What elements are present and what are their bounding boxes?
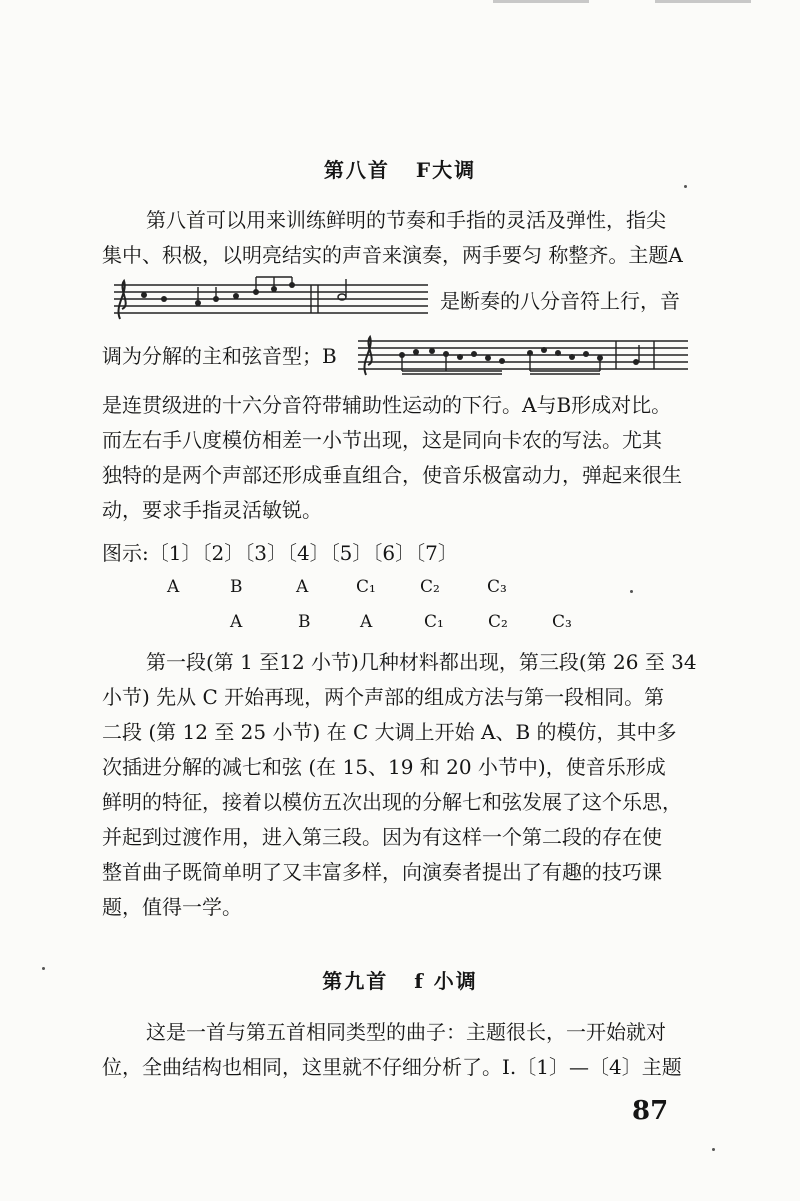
voice-label: C₁	[424, 612, 444, 632]
music-excerpt-b	[354, 331, 694, 381]
section-9-key: f 小调	[414, 969, 478, 993]
paragraph-line: 动，要求手指灵活敏锐。	[102, 498, 322, 522]
voice-label: A	[167, 577, 180, 597]
scan-speck	[712, 1148, 715, 1151]
voice-label: C₁	[356, 577, 376, 597]
scan-edge-right	[655, 0, 751, 3]
voice-label: C₃	[552, 612, 572, 632]
section-8-key: F大调	[415, 158, 477, 182]
paragraph-line: 并起到过渡作用，进入第三段。因为有这样一个第二段的存在使	[102, 825, 662, 849]
voice-label: A	[230, 612, 243, 632]
scan-edge-left	[493, 0, 589, 3]
voice-label: B	[298, 612, 311, 632]
paragraph-line: 鲜明的特征，接着以模仿五次出现的分解七和弦发展了这个乐思，	[102, 790, 682, 814]
paragraph-line: 而左右手八度模仿相差一小节出现，这是同向卡农的写法。尤其	[102, 428, 662, 452]
bar-number: 〔6〕	[372, 541, 416, 565]
bar-number: 〔2〕	[201, 541, 245, 565]
paragraph-line: 二段 (第 12 至 25 小节) 在 C 大调上开始 A、B 的模仿，其中多	[102, 720, 677, 744]
bar-number: 〔5〕	[329, 541, 373, 565]
paragraph-line: 题，值得一学。	[102, 895, 242, 919]
paragraph-line: 调为分解的主和弦音型；B	[102, 344, 337, 368]
paragraph-line: 第八首可以用来训练鲜明的节奏和手指的灵活及弹性，指尖	[146, 208, 666, 232]
scan-speck	[630, 590, 633, 593]
diagram-label: 图示:	[102, 541, 149, 565]
voice-label: C₂	[488, 612, 508, 632]
paragraph-line: 集中、积极，以明亮结实的声音来演奏，两手要匀 称整齐。主题A	[102, 243, 683, 267]
voice-label: B	[230, 577, 243, 597]
bar-number: 〔7〕	[415, 541, 458, 565]
voice-label: C₂	[420, 577, 440, 597]
scan-speck	[42, 967, 45, 970]
section-8-number: 第八首	[323, 158, 390, 182]
paragraph-line: 是连贯级进的十六分音符带辅助性运动的下行。A与B形成对比。	[102, 393, 672, 417]
paragraph-line: 次插进分解的减七和弦 (在 15、19 和 20 小节中)，使音乐形成	[102, 755, 666, 779]
music-excerpt-a	[106, 275, 436, 325]
section-8-heading	[0, 154, 800, 183]
bar-number: 〔1〕	[148, 541, 202, 565]
paragraph-line: 位，全曲结构也相同，这里就不仔细分析了。Ⅰ.〔1〕—〔4〕主题	[102, 1055, 682, 1079]
diagram-bars	[102, 539, 458, 567]
bar-number: 〔3〕	[244, 541, 287, 565]
section-9-number: 第九首	[322, 969, 389, 993]
voice-label: A	[296, 577, 309, 597]
paragraph-line: 独特的是两个声部还形成垂直组合，使音乐极富动力，弹起来很生	[102, 463, 682, 487]
voice-label: A	[360, 612, 373, 632]
section-9-heading	[0, 965, 800, 994]
paragraph-line: 第一段(第 1 至12 小节)几种材料都出现，第三段(第 26 至 34	[146, 650, 697, 674]
scan-speck	[684, 185, 687, 188]
bar-number: 〔4〕	[286, 541, 330, 565]
paragraph-line: 是断奏的八分音符上行，音	[440, 289, 680, 313]
paragraph-line: 小节) 先从 C 开始再现，两个声部的组成方法与第一段相同。第	[102, 685, 665, 709]
paragraph-line: 这是一首与第五首相同类型的曲子：主题很长，一开始就对	[146, 1020, 666, 1044]
voice-label: C₃	[487, 577, 507, 597]
page-number: 87	[632, 1096, 669, 1126]
paragraph-line: 整首曲子既简单明了又丰富多样，向演奏者提出了有趣的技巧课	[102, 860, 662, 884]
